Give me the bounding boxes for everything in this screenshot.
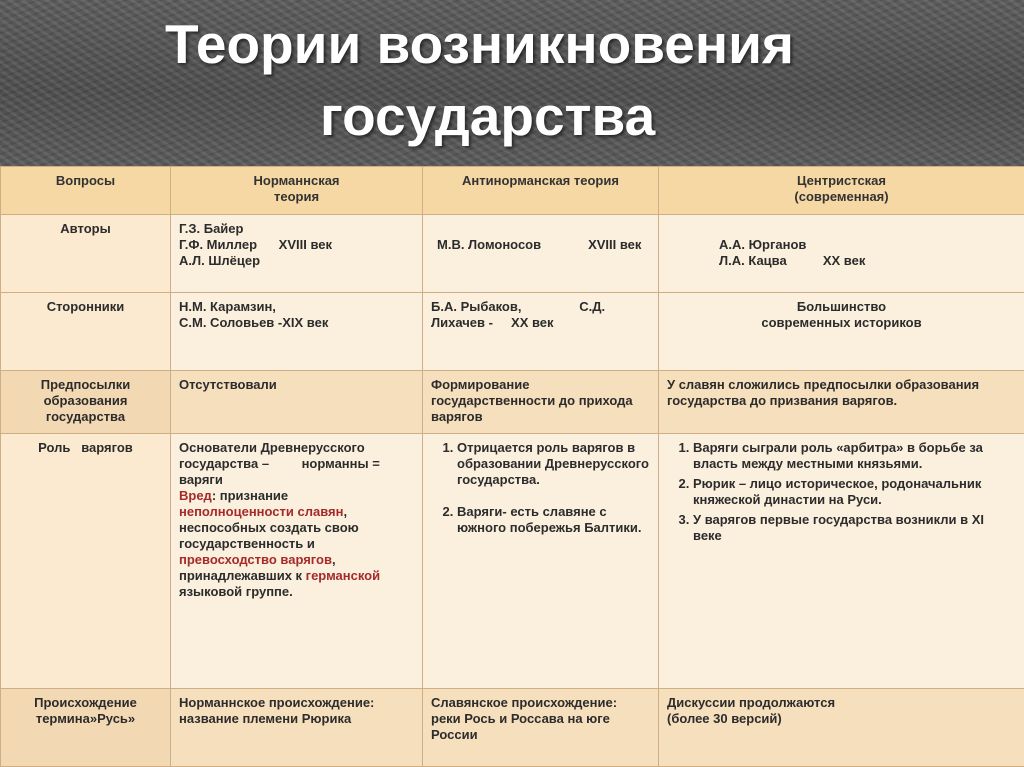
role-label-text: Роль варягов — [38, 440, 133, 455]
title-banner — [0, 0, 1024, 166]
role-antinorman-list — [431, 440, 650, 536]
table-row-prerequisites — [1, 371, 1024, 434]
supporters-centrist-1: Большинство — [796, 299, 887, 314]
cell-origin-centrist — [659, 689, 1024, 767]
header-centrist-label: Центристская — [796, 173, 886, 188]
origin-label-1: Происхождение — [34, 695, 137, 710]
row-label-supporters — [1, 293, 171, 371]
supporters-norman-1: Н.М. Карамзин, — [179, 299, 276, 314]
table-row-origin — [1, 689, 1024, 767]
role-norman-2: государства – норманны = — [179, 456, 380, 471]
table-row-authors — [1, 215, 1024, 293]
role-norman-superiority-line — [179, 552, 414, 568]
row-label-origin — [1, 689, 171, 767]
role-norman-germanic-line — [179, 568, 414, 584]
page-title-line-2: государства — [320, 85, 656, 147]
header-questions-label: Вопросы — [55, 173, 116, 188]
inferiority-comma: , — [343, 504, 348, 519]
authors-norman-3: А.Л. Шлёцер — [179, 253, 261, 268]
prereq-antinorman-1: Формирование — [431, 377, 530, 392]
origin-norman-1: Норманнское происхождение: — [179, 695, 375, 710]
superiority-comma: , — [331, 552, 336, 567]
authors-centrist-2: Л.А. Кацва XX век — [719, 253, 866, 268]
header-norman-label-2: теория — [273, 189, 320, 204]
prereq-antinorman-2: государственности до прихода — [431, 393, 633, 408]
row-label-role — [1, 434, 171, 689]
authors-norman-2: Г.Ф. Миллер XVIII век — [179, 237, 333, 252]
row-label-prerequisites — [1, 371, 171, 434]
header-questions — [1, 167, 171, 215]
row-label-authors-text: Авторы — [60, 221, 111, 236]
header-centrist — [659, 167, 1024, 215]
cell-role-centrist — [659, 434, 1024, 689]
table-row-role — [1, 434, 1024, 689]
prereq-norman: Отсутствовали — [179, 377, 277, 392]
cell-prereq-norman — [171, 371, 423, 434]
role-norman-8a: принадлежавших к — [179, 568, 306, 583]
list-item: 2. Рюрик – лицо историческое, родоначальник княжеской династии на Руси. — [693, 476, 1016, 508]
table-row-supporters — [1, 293, 1024, 371]
prereq-centrist-1: У славян сложились предпосылки образования — [667, 377, 980, 392]
header-antinorman — [423, 167, 659, 215]
role-norman-5: неспособных создать свою — [179, 520, 359, 535]
supporters-norman-2: С.М. Соловьев -XIX век — [179, 315, 329, 330]
cell-role-antinorman — [423, 434, 659, 689]
theories-table — [0, 166, 1024, 767]
role-norman-3: варяги — [179, 472, 223, 487]
role-norman-6: государственность и — [179, 536, 315, 551]
origin-norman-2: название племени Рюрика — [179, 711, 352, 726]
list-item: 3. У варягов первые государства возникли в XI веке — [693, 512, 1016, 544]
header-norman — [171, 167, 423, 215]
superiority-phrase: превосходство варягов — [179, 552, 332, 567]
cell-origin-antinorman — [423, 689, 659, 767]
origin-antinorman-2: реки Рось и Россава на юге — [431, 711, 610, 726]
prereq-label-1: Предпосылки — [40, 377, 131, 392]
list-item: 2. Варяги- есть славяне с южного побережья Балтики. — [457, 504, 650, 536]
origin-antinorman-1: Славянское происхождение: — [431, 695, 618, 710]
role-norman-1: Основатели Древнерусского — [179, 440, 365, 455]
prereq-antinorman-3: варягов — [431, 409, 483, 424]
role-centrist-list — [667, 440, 1016, 544]
row-label-authors — [1, 215, 171, 293]
role-norman-harm-line — [179, 488, 414, 504]
cell-authors-antinorman — [423, 215, 659, 293]
cell-prereq-antinorman — [423, 371, 659, 434]
prereq-label-3: государства — [45, 409, 126, 424]
germanic-word: германской — [305, 568, 381, 583]
authors-norman-1: Г.З. Байер — [179, 221, 244, 236]
cell-origin-norman — [171, 689, 423, 767]
header-antinorman-label: Антинорманская теория — [462, 173, 619, 188]
supporters-centrist-2: современных историков — [761, 315, 922, 330]
origin-label-2: термина»Русь» — [35, 711, 136, 726]
authors-antinorman: М.В. Ломоносов XVIII век — [437, 237, 642, 252]
inferiority-phrase: неполноценности славян — [179, 504, 344, 519]
supporters-antinorman-1: Б.А. Рыбаков, С.Д. — [431, 299, 606, 314]
cell-role-norman — [171, 434, 423, 689]
origin-centrist-1: Дискуссии продолжаются — [667, 695, 836, 710]
header-centrist-label-2: (современная) — [794, 189, 889, 204]
cell-supporters-norman — [171, 293, 423, 371]
cell-authors-norman — [171, 215, 423, 293]
origin-antinorman-3: России — [431, 727, 478, 742]
supporters-antinorman-2: Лихачев - XX век — [431, 315, 554, 330]
table-header-row — [1, 167, 1024, 215]
list-item: 1. Отрицается роль варягов в образовании Древнерусского государства. — [457, 440, 650, 488]
authors-centrist-1: А.А. Юрганов — [719, 237, 807, 252]
cell-supporters-centrist — [659, 293, 1024, 371]
origin-centrist-2: (более 30 версий) — [667, 711, 782, 726]
role-norman-9: языковой группе. — [179, 584, 293, 599]
header-norman-label: Норманнская — [253, 173, 340, 188]
page-title-line-1: Теории возникновения — [165, 13, 795, 75]
harm-word: Вред — [179, 488, 212, 503]
prereq-label-2: образования — [43, 393, 128, 408]
list-item: 1. Варяги сыграли роль «арбитра» в борьбе за власть между местными князьями. — [693, 440, 1016, 472]
harm-rest: : признание — [211, 488, 289, 503]
cell-prereq-centrist — [659, 371, 1024, 434]
cell-authors-centrist — [659, 215, 1024, 293]
prereq-centrist-2: государства до призвания варягов. — [667, 393, 898, 408]
role-norman-inferiority-line — [179, 504, 414, 520]
cell-supporters-antinorman — [423, 293, 659, 371]
row-label-supporters-text: Сторонники — [46, 299, 125, 314]
